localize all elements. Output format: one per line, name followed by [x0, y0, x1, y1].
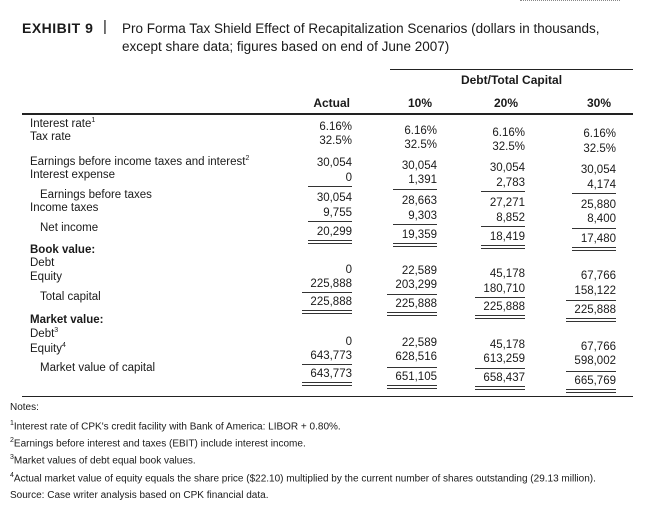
- cell-income-taxes-30: 8,400: [587, 213, 616, 225]
- row-label-market-debt: Debt$^3$: [30, 327, 59, 340]
- section-label-book-value: Book value:: [30, 244, 96, 256]
- cell-market-debt-30: 67,766: [580, 341, 616, 353]
- exhibit-title: [122, 20, 642, 56]
- exhibit-label: EXHIBIT 9: [22, 20, 94, 36]
- group-header: Debt/Total Capital: [460, 73, 563, 87]
- group-header-rule: [390, 69, 633, 70]
- row-label-ebit: Earnings before income taxes and interest$^2$: [30, 155, 250, 168]
- cell-interest-rate-10: 6.16%: [404, 125, 437, 137]
- rule-double-total: [393, 243, 437, 247]
- row-label-market-equity: Equity$^4$: [30, 342, 66, 355]
- rule-subtotal: [475, 368, 525, 369]
- cell-market-debt-10: 22,589: [401, 337, 437, 349]
- cell-book-debt-10: 22,589: [401, 265, 437, 277]
- exhibit-title-line2: except share data; figures based on end of June 2007): [122, 39, 450, 54]
- rule-double-total: [302, 382, 352, 386]
- cell-ebit-30: 30,054: [580, 164, 616, 176]
- cell-market-capital-20: 658,437: [483, 372, 525, 384]
- cell-income-taxes-10: 9,303: [408, 210, 437, 222]
- rule-double-total: [387, 312, 437, 316]
- cell-ebt-actual: 30,054: [316, 192, 352, 204]
- cell-ebit-10: 30,054: [401, 160, 437, 172]
- cell-market-capital-30: 665,769: [574, 375, 616, 387]
- rule-subtotal: [481, 191, 525, 192]
- row-label-tax-rate: Tax rate: [30, 131, 71, 143]
- rule-subtotal: [302, 364, 352, 365]
- cell-interest-expense-10: 1,391: [408, 174, 437, 186]
- cell-net-income-10: 19,359: [401, 229, 437, 241]
- rule-subtotal: [393, 189, 437, 190]
- cell-ebt-30: 25,880: [580, 199, 616, 211]
- row-label-market-value-of-capital: Market value of capital: [40, 362, 156, 374]
- cell-net-income-30: 17,480: [580, 233, 616, 245]
- rule-subtotal: [302, 292, 352, 293]
- note-2: $^2$Earnings before interest and taxes (EBIT) include interest income.: [10, 437, 306, 450]
- row-label-book-equity: Equity: [30, 271, 62, 283]
- cell-tax-rate-actual: 32.5%: [319, 135, 352, 147]
- cell-market-equity-30: 598,002: [574, 355, 616, 367]
- table-bottom-rule: [22, 396, 633, 397]
- cell-market-debt-actual: 0: [345, 336, 352, 348]
- rule-double-total: [302, 310, 352, 314]
- cell-net-income-actual: 20,299: [316, 226, 352, 238]
- cell-book-debt-actual: 0: [345, 264, 352, 276]
- cell-market-capital-10: 651,105: [395, 371, 437, 383]
- cell-book-equity-20: 180,710: [483, 283, 525, 295]
- cell-market-capital-actual: 643,773: [310, 368, 352, 380]
- rule-subtotal: [566, 300, 616, 301]
- rule-double-total: [572, 247, 616, 251]
- notes-heading: Notes:: [10, 402, 39, 413]
- cell-interest-rate-actual: 6.16%: [319, 121, 352, 133]
- cell-income-taxes-actual: 9,755: [323, 207, 352, 219]
- cell-interest-rate-20: 6.16%: [492, 127, 525, 139]
- note-3: $^3$Market values of debt equal book values.: [10, 454, 196, 467]
- column-header-actual: Actual: [313, 96, 350, 110]
- cell-interest-expense-20: 2,783: [496, 177, 525, 189]
- cell-total-capital-20: 225,888: [483, 301, 525, 313]
- column-header-10pct: 10%: [407, 96, 432, 110]
- row-label-interest-rate: Interest rate$^1$: [30, 117, 96, 130]
- cell-net-income-20: 18,419: [489, 231, 525, 243]
- cell-tax-rate-30: 32.5%: [583, 143, 616, 155]
- cell-ebt-10: 28,663: [401, 195, 437, 207]
- exhibit-title-line1: Pro Forma Tax Shield Effect of Recapitalization Scenarios (dollars in thousands,: [122, 21, 600, 36]
- cell-market-equity-20: 613,259: [483, 353, 525, 365]
- rule-subtotal: [481, 226, 525, 227]
- rule-subtotal: [572, 228, 616, 229]
- rule-subtotal: [308, 221, 352, 222]
- cell-ebit-20: 30,054: [489, 162, 525, 174]
- rule-double-total: [566, 389, 616, 393]
- cell-tax-rate-20: 32.5%: [492, 141, 525, 153]
- column-header-20pct: 20%: [493, 96, 518, 110]
- title-separator: |: [103, 18, 107, 35]
- cell-total-capital-30: 225,888: [574, 304, 616, 316]
- cell-market-debt-20: 45,178: [489, 339, 525, 351]
- cell-market-equity-10: 628,516: [395, 351, 437, 363]
- cell-book-debt-30: 67,766: [580, 270, 616, 282]
- rule-subtotal: [387, 294, 437, 295]
- header-rule: [22, 113, 633, 115]
- rule-double-total: [308, 240, 352, 244]
- cell-ebt-20: 27,271: [489, 197, 525, 209]
- rule-subtotal: [393, 224, 437, 225]
- row-label-net-income: Net income: [40, 222, 99, 234]
- cell-book-equity-30: 158,122: [574, 285, 616, 297]
- section-label-market-value: Market value:: [30, 314, 104, 326]
- rule-subtotal: [308, 186, 352, 187]
- cell-total-capital-10: 225,888: [395, 298, 437, 310]
- row-label-income-taxes: Income taxes: [30, 202, 99, 214]
- cell-ebit-actual: 30,054: [316, 157, 352, 169]
- cell-book-debt-20: 45,178: [489, 268, 525, 280]
- cell-interest-expense-actual: 0: [345, 172, 352, 184]
- row-label-book-debt: Debt: [30, 257, 55, 269]
- rule-subtotal: [566, 371, 616, 372]
- row-label-total-capital: Total capital: [40, 291, 101, 303]
- column-header-30pct: 30%: [586, 96, 611, 110]
- cell-interest-rate-30: 6.16%: [583, 128, 616, 140]
- rule-double-total: [475, 386, 525, 390]
- cell-book-equity-actual: 225,888: [310, 278, 352, 290]
- rule-double-total: [387, 385, 437, 389]
- top-dotted-line: [520, 0, 620, 4]
- rule-double-total: [481, 245, 525, 249]
- rule-double-total: [475, 315, 525, 319]
- row-label-earnings-before-taxes: Earnings before taxes: [40, 189, 152, 201]
- cell-income-taxes-20: 8,852: [496, 212, 525, 224]
- row-label-interest-expense: Interest expense: [30, 169, 116, 181]
- cell-total-capital-actual: 225,888: [310, 296, 352, 308]
- cell-market-equity-actual: 643,773: [310, 350, 352, 362]
- rule-double-total: [566, 318, 616, 322]
- cell-interest-expense-30: 4,174: [587, 179, 616, 191]
- note-4: $^4$Actual market value of equity equals the share price ($22.10) multiplied by the current number of shares outstanding (29.13 million).: [10, 472, 596, 485]
- rule-subtotal: [475, 297, 525, 298]
- cell-tax-rate-10: 32.5%: [404, 139, 437, 151]
- source-note: Source: Case writer analysis based on CPK financial data.: [10, 490, 269, 501]
- rule-subtotal: [387, 367, 437, 368]
- note-1: $^1$Interest rate of CPK's credit facility with Bank of America: LIBOR + 0.80%.: [10, 420, 341, 433]
- cell-book-equity-10: 203,299: [395, 279, 437, 291]
- rule-subtotal: [572, 193, 616, 194]
